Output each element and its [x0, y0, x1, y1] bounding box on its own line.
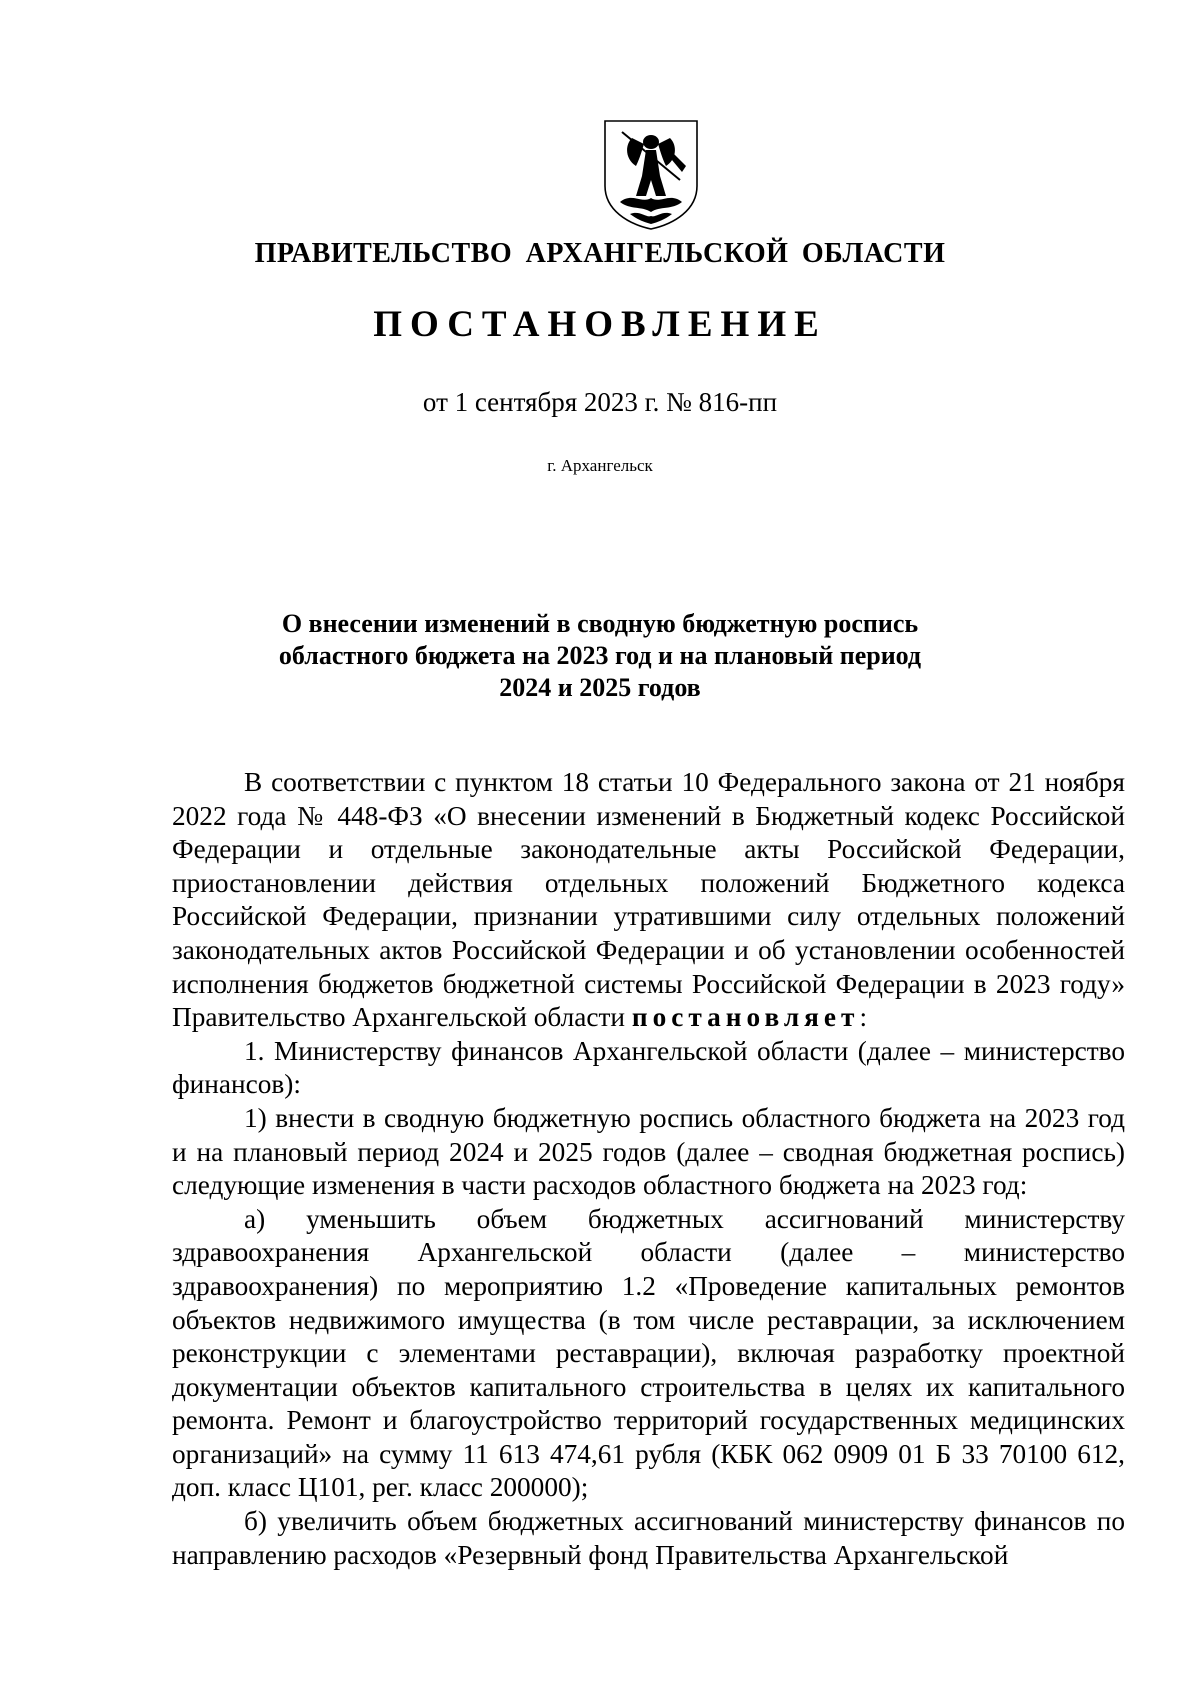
- body-paragraph: 1. Министерству финансов Архангельской области (далее – министерство финансов):: [172, 1035, 1125, 1100]
- decree-subject: [0, 608, 1200, 704]
- body-paragraph: б) увеличить объем бюджетных ассигнований министерству финансов по направлению расходов «Резервный фонд Правительства Архангельской: [172, 1506, 1125, 1570]
- subject-line: О внесении изменений в сводную бюджетную роспись: [281, 609, 919, 638]
- decree-body: [172, 766, 1125, 1572]
- body-paragraph: 1) внести в сводную бюджетную роспись областного бюджета на 2023 год и на плановый период 2024 и 2025 годов (далее – сводная бюджетная роспись) следующие изменения в части расходов областного бюджета на 2023 год:: [172, 1102, 1125, 1201]
- document-type-title: ПОСТАНОВЛЕНИЕ: [373, 304, 827, 345]
- paragraph-text: В соответствии с пунктом 18 статьи 10 Федерального закона от 21 ноября 2022 года № 448-ФЗ «О внесении изменений в Бюджетный кодекс Российской Федерации и отдельные законодательные акты Российской Федерации, приостановлении действия отдельных положений Бюджетного кодекса Российской Федерации, признании утратившими силу отдельных положений законодательных актов Российской Федерации и об установлении особенностей исполнения бюджетов бюджетной системы Российской Федерации в 2023 году» Правительство Архангельской области: [172, 767, 1125, 1033]
- decree-city: г. Архангельск: [547, 456, 653, 475]
- subject-line: 2024 и 2025 годов: [499, 673, 701, 702]
- decree-date-number: от 1 сентября 2023 г. № 816-пп: [422, 387, 778, 417]
- government-name: ПРАВИТЕЛЬСТВО АРХАНГЕЛЬСКОЙ ОБЛАСТИ: [254, 238, 946, 269]
- resolves-keyword: постановляет: [631, 1002, 860, 1033]
- coat-of-arms-emblem: [602, 118, 700, 232]
- subject-line: областного бюджета на 2023 год и на плановый период: [278, 641, 922, 670]
- paragraph-punctuation: :: [859, 1002, 868, 1033]
- body-paragraph: [172, 766, 1125, 1035]
- body-paragraph: а) уменьшить объем бюджетных ассигнований министерству здравоохранения Архангельской области (далее – министерство здравоохранения) по мероприятию 1.2 «Проведение капитальных ремонтов объектов недвижимого имущества (в том числе реставрации, за исключением реконструкции с элементами реставрации), включая разработку проектной документации объектов капитального строительства в целях их капитального ремонта. Ремонт и благоустройство территорий государственных медицинских организаций» на сумму 11 613 474,61 рубля (КБК 062 0909 01 Б 33 70100 612, доп. класс Ц101, рег. класс 200000);: [172, 1203, 1125, 1503]
